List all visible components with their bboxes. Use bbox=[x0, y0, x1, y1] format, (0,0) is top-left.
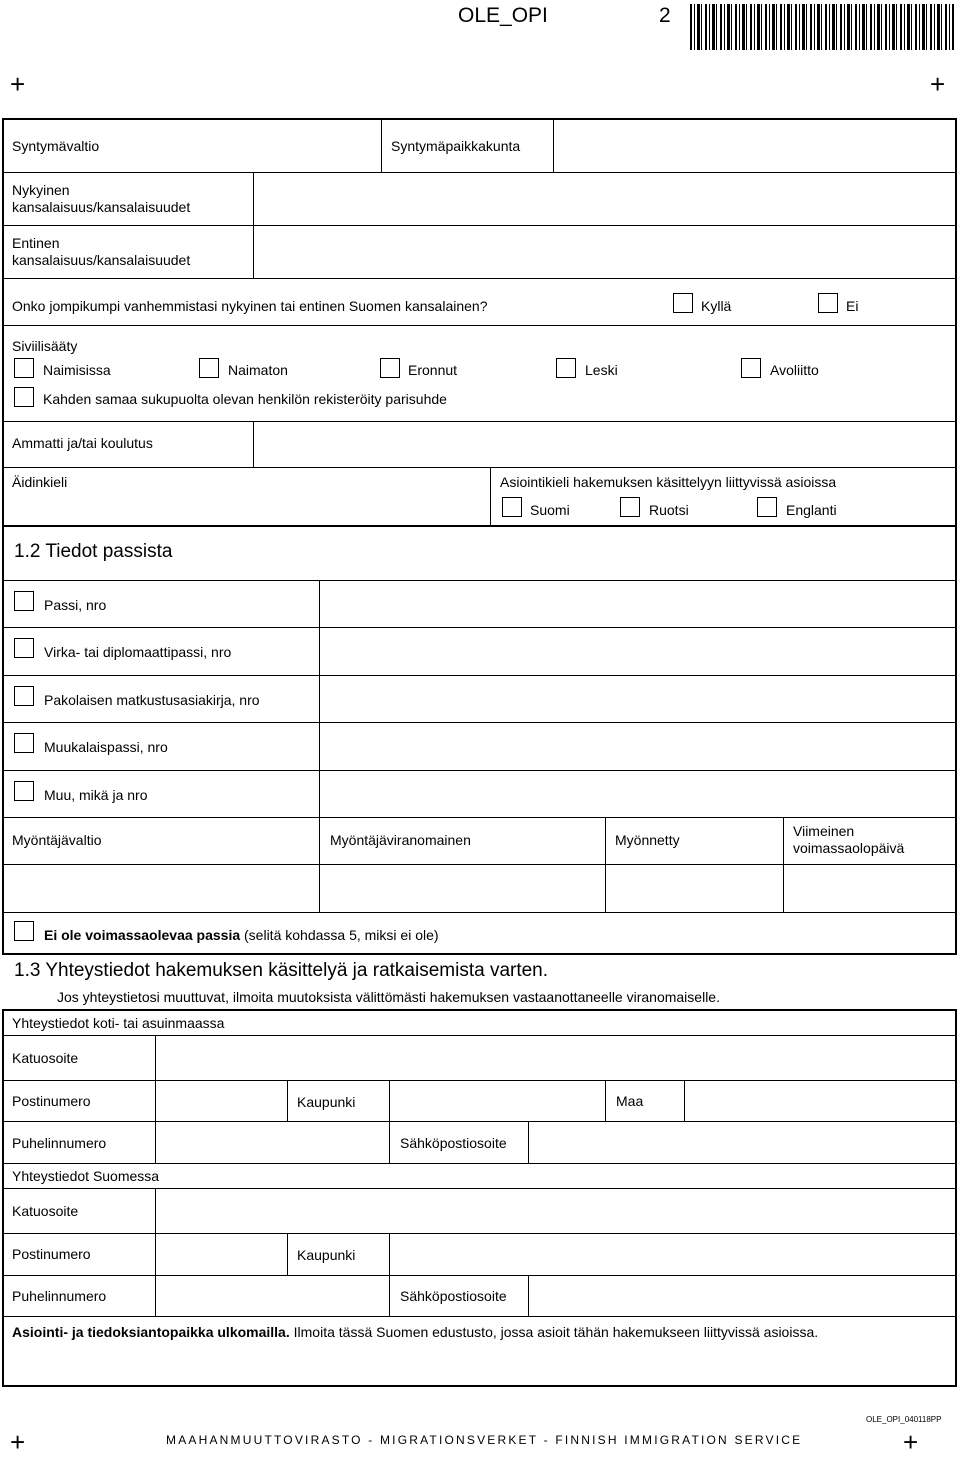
parent-no-label: Ei bbox=[846, 298, 859, 314]
english-checkbox[interactable] bbox=[757, 497, 777, 517]
widowed-checkbox[interactable] bbox=[556, 358, 576, 378]
parent-yes-label: Kyllä bbox=[701, 298, 732, 314]
occupation-label: Ammatti ja/tai koulutus bbox=[12, 435, 153, 451]
refugee-document-label: Pakolaisen matkustusasiakirja, nro bbox=[44, 692, 260, 708]
finnish-checkbox[interactable] bbox=[502, 497, 522, 517]
city-label: Kaupunki bbox=[297, 1094, 356, 1110]
crop-mark-top-right: + bbox=[930, 69, 946, 99]
abroad-contact-note: Ilmoita tässä Suomen edustusto, jossa asioit tähän hakemukseen liittyvissä asioissa. bbox=[289, 1324, 819, 1340]
birth-country-label: Syntymävaltio bbox=[12, 138, 100, 154]
page-number: 2 bbox=[659, 4, 671, 27]
finnish-label: Suomi bbox=[530, 502, 570, 518]
swedish-checkbox[interactable] bbox=[620, 497, 640, 517]
passport-heading: 1.2 Tiedot passista bbox=[14, 541, 173, 562]
phone-label-finland: Puhelinnumero bbox=[12, 1288, 107, 1304]
married-checkbox[interactable] bbox=[14, 358, 34, 378]
parent-no-checkbox[interactable] bbox=[818, 293, 838, 313]
issuing-authority-label: Myöntäjäviranomainen bbox=[330, 832, 471, 848]
partnership-checkbox[interactable] bbox=[14, 387, 34, 407]
expiry-label-2: voimassaolopäivä bbox=[793, 840, 905, 856]
contact-heading: 1.3 Yhteystiedot hakemuksen käsittelyä ja ratkaisemista varten. bbox=[14, 960, 549, 981]
alien-passport-checkbox[interactable] bbox=[14, 733, 34, 753]
footer-code: OLE_OPI_040118PP bbox=[866, 1415, 942, 1424]
other-document-label: Muu, mikä ja nro bbox=[44, 787, 148, 803]
street-label-finland: Katuosoite bbox=[12, 1203, 79, 1219]
birth-place-label: Syntymäpaikkakunta bbox=[391, 138, 521, 154]
contact-note: Jos yhteystietosi muuttuvat, ilmoita muutoksista välittömästi hakemuksen vastaanottaneelle viranomaiselle. bbox=[57, 989, 720, 1005]
crop-mark-top-left: + bbox=[10, 69, 26, 99]
civil-status-label: Siviilisääty bbox=[12, 338, 78, 354]
mother-tongue-label: Äidinkieli bbox=[12, 474, 68, 490]
cohabiting-checkbox[interactable] bbox=[741, 358, 761, 378]
other-document-checkbox[interactable] bbox=[14, 781, 34, 801]
current-citizenship-label-2: kansalaisuus/kansalaisuudet bbox=[12, 199, 191, 215]
form-code: OLE_OPI bbox=[458, 4, 548, 27]
postcode-label-finland: Postinumero bbox=[12, 1246, 91, 1262]
footer-agency: MAAHANMUUTTOVIRASTO - MIGRATIONSVERKET - FINNISH IMMIGRATION SERVICE bbox=[166, 1433, 803, 1447]
no-passport-label bbox=[44, 927, 439, 944]
parent-yes-checkbox[interactable] bbox=[673, 293, 693, 313]
personal-info-section bbox=[2, 118, 957, 527]
former-citizenship-label-1: Entinen bbox=[12, 235, 60, 251]
service-language-label: Asiointikieli hakemuksen käsittelyyn liittyvissä asioissa bbox=[500, 474, 837, 490]
phone-label: Puhelinnumero bbox=[12, 1135, 107, 1151]
divorced-label: Eronnut bbox=[408, 362, 458, 378]
barcode bbox=[690, 4, 954, 50]
cohabiting-label: Avoliitto bbox=[770, 362, 819, 378]
alien-passport-label: Muukalaispassi, nro bbox=[44, 739, 168, 755]
issued-label: Myönnetty bbox=[615, 832, 680, 848]
single-checkbox[interactable] bbox=[199, 358, 219, 378]
email-label: Sähköpostiosoite bbox=[400, 1135, 507, 1151]
home-contact-label: Yhteystiedot koti- tai asuinmaassa bbox=[12, 1015, 225, 1031]
diplomatic-passport-label: Virka- tai diplomaattipassi, nro bbox=[44, 644, 232, 660]
english-label: Englanti bbox=[786, 502, 837, 518]
former-citizenship-label-2: kansalaisuus/kansalaisuudet bbox=[12, 252, 191, 268]
postcode-label: Postinumero bbox=[12, 1093, 91, 1109]
abroad-contact-label bbox=[12, 1324, 818, 1341]
parent-citizen-question: Onko jompikumpi vanhemmistasi nykyinen tai entinen Suomen kansalainen? bbox=[12, 298, 488, 314]
no-passport-note: (selitä kohdassa 5, miksi ei ole) bbox=[240, 927, 439, 943]
country-label: Maa bbox=[616, 1093, 644, 1109]
crop-mark-bottom-left: + bbox=[10, 1427, 26, 1457]
city-label-finland: Kaupunki bbox=[297, 1247, 356, 1263]
partnership-label: Kahden samaa sukupuolta olevan henkilön rekisteröity parisuhde bbox=[43, 391, 447, 407]
finland-contact-label: Yhteystiedot Suomessa bbox=[12, 1168, 160, 1184]
street-label: Katuosoite bbox=[12, 1050, 79, 1066]
passport-checkbox[interactable] bbox=[14, 591, 34, 611]
divorced-checkbox[interactable] bbox=[380, 358, 400, 378]
single-label: Naimaton bbox=[228, 362, 288, 378]
refugee-document-checkbox[interactable] bbox=[14, 686, 34, 706]
issuing-country-label: Myöntäjävaltio bbox=[12, 832, 102, 848]
crop-mark-bottom-right: + bbox=[903, 1427, 919, 1457]
widowed-label: Leski bbox=[585, 362, 618, 378]
no-passport-bold: Ei ole voimassaolevaa passia bbox=[44, 927, 241, 943]
diplomatic-passport-checkbox[interactable] bbox=[14, 638, 34, 658]
passport-label: Passi, nro bbox=[44, 597, 107, 613]
expiry-label-1: Viimeinen bbox=[793, 823, 855, 839]
married-label: Naimisissa bbox=[43, 362, 111, 378]
abroad-contact-bold: Asiointi- ja tiedoksiantopaikka ulkomailla. bbox=[12, 1324, 290, 1340]
no-passport-checkbox[interactable] bbox=[14, 921, 34, 941]
current-citizenship-label-1: Nykyinen bbox=[12, 182, 70, 198]
email-label-finland: Sähköpostiosoite bbox=[400, 1288, 507, 1304]
swedish-label: Ruotsi bbox=[649, 502, 689, 518]
